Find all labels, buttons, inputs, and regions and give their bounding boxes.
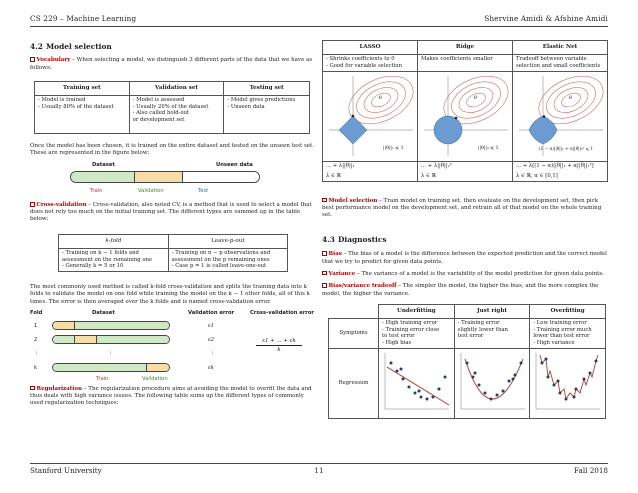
cell-justright-plot (454, 348, 530, 418)
cell-overfit-plot (530, 348, 606, 418)
th-just-right: Just right (454, 304, 530, 318)
justright-regression-plot (455, 349, 529, 415)
lasso-theta: θ (379, 95, 382, 101)
th-kfold: k-fold (59, 234, 169, 248)
cell-elastic-penalty: ... + λ[(1 − α)||θ||₁ + α||θ||₂²] λ ∈ ℝ, α ∈ [0,1] (513, 161, 608, 181)
page-header (30, 14, 608, 24)
th-ridge: Ridge (418, 41, 513, 55)
header-authors: Shervine Amidi & Afshine Amidi (484, 14, 608, 23)
kfold-paragraph: The most commonly used method is called k-fold cross-validation and splits the training data into k folds to validate the model on one fold while training the model on the k − 1 other folds, all of this k times. The error is then averaged over the k folds and is named cross-validation error. (30, 284, 310, 305)
error-eps-1: ε1 (208, 322, 215, 329)
data-split-table (34, 81, 310, 134)
fold-number: k (34, 364, 38, 371)
row-label-symptoms: Symptoms (329, 318, 379, 348)
once-paragraph: Once the model has been chosen, it is trained on the entire dataset and tested on the unseen test set. These are represented in the figure below: (30, 142, 314, 156)
square-bullet-icon (30, 386, 35, 391)
row-label-regression: Regression (329, 348, 379, 418)
th-lasso: LASSO (323, 41, 418, 55)
label-kfold-validation: Validation (142, 375, 168, 382)
label-kfold-train: Train (96, 375, 109, 382)
variance-paragraph: Variance – The variance of a model is the variability of the model prediction for given data points. (322, 271, 608, 278)
tradeoff-paragraph: Bias/variance tradeoff – The simpler the model, the higher the bias, and the more complex the model, the higher the variance. (322, 283, 599, 297)
left-column (30, 42, 316, 407)
footer-rule (30, 463, 608, 464)
cell-underfit-plot (379, 348, 455, 418)
cell-justright-symptoms: - Training error slightly lower than test error (454, 318, 530, 348)
error-ellipsis: ⋮ (210, 349, 216, 356)
elastic-theta: θ (569, 95, 572, 101)
square-bullet-icon (30, 57, 35, 62)
lasso-constraint: ||θ||₁ ⩽ 1 (383, 145, 404, 151)
elastic-constraint: (1 − α)||θ||₁ + α||θ||₂² ⩽ 1 (539, 145, 594, 151)
vocabulary-paragraph: Vocabulary – When selecting a model, we distinguish 3 different parts of the data that we have as follows: (30, 57, 313, 71)
label-test: Test (198, 188, 209, 194)
cell-elastic-desc: Tradeoff between variable selection and small coefficients (513, 54, 608, 71)
header-rule (30, 26, 608, 27)
cv-error-formula: ε1 + ... + εk k (256, 338, 302, 355)
header-course: CS 229 – Machine Learning (30, 14, 137, 23)
label-dataset: Dataset (92, 162, 115, 168)
fold-bar-1 (52, 321, 170, 330)
cell-lasso-plot (323, 71, 418, 161)
square-bullet-icon (322, 251, 327, 256)
split-bar (70, 171, 260, 183)
page-footer (30, 466, 608, 476)
cell-elastic-plot (513, 71, 608, 161)
error-eps-k: εk (208, 364, 214, 371)
bias-variance-table (328, 304, 606, 419)
fold-bar-k (52, 363, 170, 372)
split-train-segment (71, 172, 135, 182)
square-bullet-icon (322, 198, 327, 203)
square-bullet-icon (30, 202, 35, 207)
cell-ridge-penalty: ... + λ||θ||₂² λ ∈ ℝ (418, 161, 513, 181)
split-validation-segment (135, 172, 183, 182)
overfit-regression-plot (530, 349, 604, 415)
th-validation-set: Validation set (129, 81, 224, 95)
label-fold: Fold (30, 309, 43, 316)
fold-number: 1 (34, 322, 38, 329)
th-testing-set: Testing set (224, 81, 310, 95)
cell-overfit-symptoms: - Low training error - Training error much lower than test error - High variance (530, 318, 606, 348)
footer-term: Fall 2018 (574, 466, 608, 475)
th-elastic-net: Elastic Net (513, 41, 608, 55)
label-validation-error: Validation error (188, 309, 235, 316)
kfold-figure (30, 310, 316, 384)
error-eps-2: ε2 (208, 336, 215, 343)
label-kfold-dataset: Dataset (92, 309, 115, 316)
bias-paragraph: Bias – The bias of a model is the difference between the expected prediction and the correct model that we try to predict for given data points. (322, 251, 607, 265)
cell-underfit-symptoms: - High training error - Training error close to test error - High bias (379, 318, 455, 348)
cell-validation: - Model is assessed - Usually 20% of the dataset - Also called hold-out or development set (129, 95, 224, 133)
regularization-paragraph: Regularization – The regularization procedure aims at avoiding the model to overfit the data and thus deals with high variance issues. The following table sums up the different types of commonly used regularization techniques: (30, 385, 312, 407)
right-column (322, 40, 608, 419)
th-leave-p-out: Leave-p-out (168, 234, 287, 248)
label-train: Train (90, 188, 103, 194)
section-title-diagnostics: 4.3 Diagnostics (322, 235, 387, 245)
footer-university: Stanford University (30, 466, 102, 475)
page-number: 11 (314, 466, 324, 475)
th-underfitting: Underfitting (379, 304, 455, 318)
model-selection-paragraph: Model selection – Train model on training set, then evaluate on the development set, then pick best performance model on the development set, and retrain all of that model on the whole training set. (322, 197, 602, 219)
cell-ridge-plot (418, 71, 513, 161)
cell-testing: - Model gives predictions - Unseen data (224, 95, 310, 133)
section-title-model-selection: 4.2 Model selection (30, 42, 112, 51)
cell-ridge-desc: Makes coefficients smaller (418, 54, 513, 71)
label-cv-error: Cross-validation error (250, 309, 314, 316)
cell-training: - Model is trained - Usually 80% of the dataset (35, 95, 130, 133)
cell-kfold: - Training on k − 1 folds and assessment on the remaining one - Generally k = 5 or 10 (59, 248, 169, 272)
fold-bar-2 (52, 335, 170, 344)
ridge-theta: θ (474, 95, 477, 101)
underfit-regression-plot (379, 349, 453, 415)
fold-ellipsis: ⋮ (108, 349, 114, 356)
th-overfitting: Overfitting (530, 304, 606, 318)
fold-number: 2 (34, 336, 38, 343)
label-validation: Validation (138, 188, 164, 194)
ridge-constraint: ||θ||₂ ⩽ 1 (478, 145, 499, 151)
cell-lasso-desc: - Shrinks coefficients to 0 - Good for variable selection (323, 54, 418, 71)
label-unseen-data: Unseen data (216, 162, 253, 168)
regularization-table (322, 40, 608, 182)
th-training-set: Training set (35, 81, 130, 95)
fold-number: ⋮ (34, 349, 40, 356)
split-test-segment (183, 172, 259, 182)
cv-types-table (58, 234, 288, 273)
cross-validation-paragraph: Cross-validation – Cross-validation, also noted CV, is a method that is used to select a model that does not rely too much on the initial training set. The different types are summed up in the table below: (30, 202, 312, 223)
split-figure (30, 160, 316, 200)
square-bullet-icon (322, 271, 327, 276)
cell-lasso-penalty: ... + λ||θ||₁ λ ∈ ℝ (323, 161, 418, 181)
cell-leave-p-out: - Training on n − p observations and assessment on the p remaining ones - Case p = 1 is called leave-one-out (168, 248, 287, 272)
square-bullet-icon (322, 283, 327, 288)
